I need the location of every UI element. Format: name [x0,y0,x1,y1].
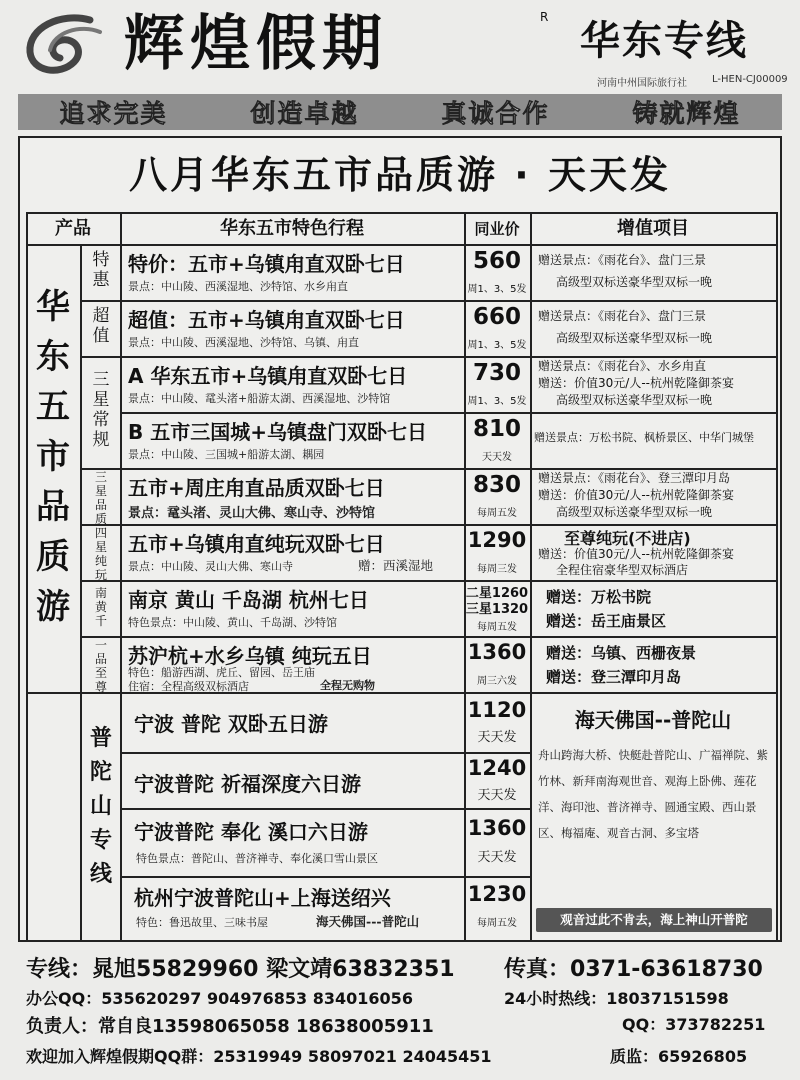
slogan-bar [18,94,782,130]
value-item: 高级型双标送豪华型双标一晚 [556,505,713,519]
price: 830 [472,472,521,498]
value-item: 高级型双标送豪华型双标一晚 [556,393,713,407]
office-qq: 535620297 904976853 834016056 [101,989,413,1008]
header-itinerary: 华东五市特色行程 [220,218,364,239]
route-title: A 华东五市+乌镇甪直双卧七日 [128,364,408,388]
subcat-chaozhi: 超 值 [92,306,110,346]
main-panel [18,136,782,942]
route-spots: 特色：鲁迅故里、三味书屋 [136,916,268,929]
value-item: 赠送景点：《雨花台》、盘门三景 [538,309,707,323]
footer-row-group: 欢迎加入辉煌假期QQ群：25319949 58097021 24045451 [26,1047,492,1066]
departure-days: 周三六发 [477,676,517,687]
route-spots: 景点：中山陵、西溪湿地、沙特馆、水乡甪直 [128,280,348,293]
route-spots-extra: 全程无购物 [320,679,375,692]
footer-row-hotline: 专线：晁旭55829960 梁文靖63832351 [26,957,455,982]
value-item: 赠送：价值30元/人--杭州乾隆御茶宴 [538,376,734,390]
putuo-banner: 观音过此不肯去，海上神山开普陀 [536,908,772,932]
route-spots: 景点：中山陵、三国城+船游太湖、耦园 [128,448,325,461]
side-title: 华 东 五 市 品 质 游 [36,287,70,627]
route-spots-extra: 海天佛国---普陀山 [316,914,420,929]
route-title: 五市+周庄甪直品质双卧七日 [128,476,385,500]
value-item: 赠送景点：《雨花台》、登三潭印月岛 [538,471,731,485]
route-spots: 景点：鼋头渚、灵山大佛、寒山寺、沙特馆 [128,506,376,521]
agency-name: 河南中州国际旅行社 [597,78,687,89]
subcat-yipinzhizun: 一 品 至 尊 [94,638,107,694]
license-number: L-HEN-CJ00009 [712,74,788,85]
registered-mark: R [540,10,549,24]
value-head: 至尊纯玩(不进店) [564,529,691,548]
route-title: 特价：五市+乌镇甪直双卧七日 [128,252,405,276]
route-spots-line2: 住宿：全程高级双标酒店 [128,680,249,693]
departure-days: 每周三发 [477,564,517,575]
value-item: 赠送：乌镇、西栅夜景 [546,644,697,662]
route-title: 苏沪杭+水乡乌镇 纯玩五日 [128,644,372,668]
footer-row-qq: 办公QQ：535620297 904976853 834016056 [26,989,413,1008]
departure-days: 周1、3、5发 [467,340,527,351]
owner-contact: 常自良13598065058 18638005911 [98,1016,434,1037]
footer-fax: 传真：0371-63618730 [504,957,763,982]
departure-days: 每周五发 [477,508,517,519]
departure-days: 天天发 [477,730,517,745]
line-name: 华东专线 [580,18,748,64]
route-spots: 特色景点：普陀山、普济禅寺、奉化溪口雪山景区 [136,852,378,865]
value-item: 赠送：岳王庙景区 [546,612,667,630]
slogan: 追求完美 [59,99,168,128]
route-title: 杭州宁波普陀山+上海送绍兴 [134,886,391,910]
header-product: 产品 [55,218,91,239]
departure-days: 每周五发 [477,918,517,929]
value-item: 高级型双标送豪华型双标一晚 [556,331,713,345]
departure-days: 每周五发 [477,622,517,633]
itinerary-table [26,212,778,942]
value-item: 赠送景点：万松书院、枫桥景区、中华门城堡 [534,431,754,444]
contact-footer [18,948,782,1076]
route-spots: 特色景点：中山陵、黄山、千岛湖、沙特馆 [128,616,337,629]
header-price: 同业价 [474,220,520,238]
price: 1360 [467,640,527,664]
price: 810 [472,416,521,442]
brand-name: 辉煌假期 [124,9,388,79]
value-item: 赠送景点：《雨花台》、盘门三景 [538,253,707,267]
footer-supervise: 质监：65926805 [610,1047,748,1066]
route-title: 南京 黄山 千岛湖 杭州七日 [128,588,369,612]
route-title: 宁波 普陀 双卧五日游 [134,712,328,736]
departure-days: 天天发 [482,452,512,463]
price: 1230 [467,882,527,906]
route-title: B 五市三国城+乌镇盘门双卧七日 [128,420,427,444]
slogan: 创造卓越 [250,99,359,128]
price: 1360 [467,816,527,840]
header [12,4,788,96]
value-item: 赠送：登三潭印月岛 [546,668,682,686]
price: 1120 [467,698,527,722]
slogan: 铸就辉煌 [632,99,741,128]
price: 560 [472,248,521,274]
departure-days: 周1、3、5发 [467,396,527,407]
price: 660 [472,304,521,330]
hotline-24h-number: 18037151598 [606,989,729,1008]
subcat-sanxing-changgui: 三 星 常 规 [92,370,110,450]
putuo-value-title: 海天佛国--普陀山 [574,708,732,732]
route-title: 超值：五市+乌镇甪直双卧七日 [128,308,405,332]
departure-days: 天天发 [477,788,517,803]
price: 1240 [467,756,527,780]
subcat-tehui: 特 惠 [92,250,110,290]
route-spots-extra: 赠：西溪湿地 [358,558,434,573]
route-spots: 景点：中山陵、灵山大佛、寒山寺 [128,560,293,573]
footer-owner-qq: QQ：373782251 [622,1015,766,1034]
route-spots: 特色：船游西湖、虎丘、留园、岳王庙 [128,666,315,679]
main-title: 八月华东五市品质游 · 天天发 [129,153,671,197]
subcat-sixing-chunwan: 四 星 纯 玩 [94,526,107,582]
value-item: 赠送景点：《雨花台》、水乡甪直 [538,359,707,373]
subcat-sanxing-pinzhi: 三 星 品 质 [94,470,107,526]
footer-row-owner: 负责人：常自良13598065058 18638005911 [26,1016,434,1037]
route-spots: 景点：中山陵、鼋头渚+船游太湖、西溪湿地、沙特馆 [128,392,391,405]
price: 1290 [467,528,527,552]
slogan: 真诚合作 [441,99,550,128]
value-item: 全程住宿豪华型双标酒店 [556,563,689,577]
brand-logo-icon [20,10,110,82]
subcat-nanhuangqian: 南 黄 千 [94,586,107,628]
value-item: 赠送：万松书院 [546,588,652,606]
departure-days: 周1、3、5发 [467,284,527,295]
supervise-number: 65926805 [658,1047,748,1066]
value-item: 赠送：价值30元/人--杭州乾隆御茶宴 [538,488,734,502]
route-title: 宁波普陀 奉化 溪口六日游 [134,820,368,844]
route-title: 宁波普陀 祈福深度六日游 [134,772,361,796]
fax-number: 0371-63618730 [570,957,763,982]
header-value-added: 增值项目 [617,218,689,239]
hotline-numbers: 晁旭55829960 梁文靖63832351 [92,957,455,982]
value-item: 赠送：价值30元/人--杭州乾隆御茶宴 [538,547,734,561]
price: 730 [472,360,521,386]
price-three-star: 三星1320 [465,602,529,617]
putuo-value-text: 舟山跨海大桥、快艇赴普陀山、广福禅院、紫竹林、新拜南海观世音、观海上卧佛、莲花洋、海印池、普济禅寺、圆通宝殿、西山景区、梅福庵、观音古洞、多宝塔 [538,748,768,840]
qq-group-numbers: 25319949 58097021 24045451 [213,1047,492,1066]
route-title: 五市+乌镇甪直纯玩双卧七日 [128,532,385,556]
side-putuo: 普 陀 山 专 线 [89,726,112,887]
value-item: 高级型双标送豪华型双标一晚 [556,275,713,289]
owner-qq: 373782251 [665,1015,766,1034]
footer-hotline-24h: 24小时热线：18037151598 [504,989,729,1008]
departure-days: 天天发 [477,850,517,865]
route-spots: 景点：中山陵、西溪湿地、沙特馆、乌镇、甪直 [128,336,359,349]
price-two-star: 二星1260 [465,586,529,601]
